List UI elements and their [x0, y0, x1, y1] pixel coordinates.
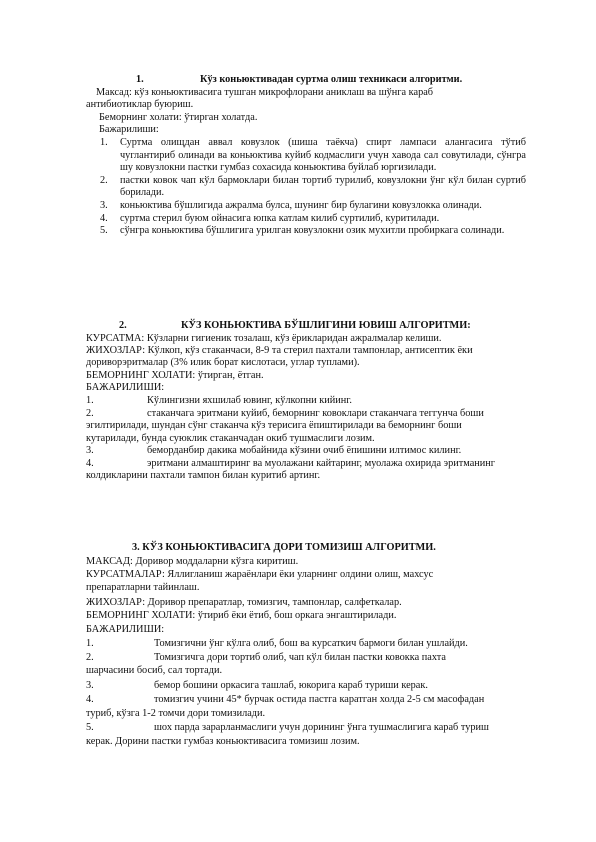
section-2-step-1-number: 1.	[86, 395, 94, 406]
section-2-step-2-cont: эгилтирилади, шундан сўнг стаканча кўз терисига ёпиштирилади ва беморнинг боши	[86, 420, 462, 431]
section-3-step-1: Томизгични ўнг кўлга олиб, бош ва курсаткич бармоги билан ушлайди.	[154, 638, 468, 649]
section-3-step-2: Томизгичга дори тортиб олиб, чап кўл билан пастки ковокка пахта	[154, 652, 446, 663]
section-2-step-1: Кўлингизни яхшилаб ювинг, кўлкопни кийинг.	[147, 395, 352, 406]
section-1-patient-state: Беморнинг холати: ўтирган холатда.	[99, 112, 258, 123]
list-item: 2. пастки ковок чап кўл бармоклари билан тортиб турилиб, ковузлокни ўнг кўл билан суртиб борилади.	[100, 174, 526, 199]
section-2-indication: КУРСАТМА: Кўзларни гигиеник тозалаш, кўз ёрикларидан ажралмалар келиши.	[86, 333, 442, 344]
section-3-goal: МАКСАД: Доривор моддаларни кўзга киритиш.	[86, 556, 299, 567]
section-1-steps	[100, 137, 526, 238]
section-2-step-3: беморданбир дакика мобайнида кўзини очиб ёпишини илтимос килинг.	[147, 445, 462, 456]
section-3-step-3-number: 3.	[86, 680, 94, 691]
section-2-step-4: эритмани алмаштиринг ва муолажани кайтаринг, муолажа охирида эритманинг	[147, 458, 496, 469]
section-3-step-4-number: 4.	[86, 694, 94, 705]
section-2-step-4-number: 4.	[86, 458, 94, 469]
section-3-step-3: бемор бошини оркасига ташлаб, юкорига караб туриши керак.	[154, 680, 428, 691]
section-2-step-3-number: 3.	[86, 445, 94, 456]
section-3-title: 3. КЎЗ КОНЬЮКТИВАСИГА ДОРИ ТОМИЗИШ АЛГОРИТМИ.	[132, 542, 436, 553]
list-item: 1. Суртма олищдан аввал ковузлок (шиша таёкча) спирт лампаси алангасига тўтиб чуглантириб олинади ва коньюктива куйиб кодмаслиги учун хавода сал совутилади, сўнгра шу ковузлокни пастки гумбаз сохасида коньюктива буйлаб юргизилади.	[100, 137, 526, 174]
section-2-step-2-cont2: кутарилади, бунда суюклик стаканчадан окиб тушмаслиги лозим.	[86, 433, 375, 444]
section-2-patient-state: БЕМОРНИНГ ХОЛАТИ: ўтирган, ётган.	[86, 370, 264, 381]
section-3-step-5-number: 5.	[86, 722, 94, 733]
list-item: 4. суртма стерил буюм ойнасига юпка катлам килиб суртилиб, куритилади.	[100, 212, 440, 224]
section-3-indication: КУРСАТМАЛАР: Яллигланиш жараёнлари ёки уларнинг олдини олиш, махсус	[86, 569, 434, 580]
list-item: 5. сўнгра коньюктива бўшлигига урилган ковузлокни озик мухитли пробиркага солинади.	[100, 225, 505, 237]
section-3-step-5-cont: керак. Дорини пастки гумбаз коньюктивасига томизиш лозим.	[86, 736, 360, 747]
section-3-exec-heading: БАЖАРИЛИШИ:	[86, 624, 165, 635]
section-3-step-2-number: 2.	[86, 652, 94, 663]
section-2-exec-heading: БАЖАРИЛИШИ:	[86, 382, 165, 393]
section-1-title: Кўз коньюктивадан суртма олиш техникаси алгоритми.	[200, 74, 463, 85]
section-3-step-5: шох парда зарарланмаслиги учун дорининг ўнга тушмаслигига караб туриш	[154, 722, 489, 733]
section-1-goal: Максад: кўз коньюктивасига тушган микрофлорани аниклаш ва шўнга караб	[96, 87, 434, 98]
section-3-step-1-number: 1.	[86, 638, 94, 649]
section-2-title: КЎЗ КОНЬЮКТИВА БЎШЛИГИНИ ЮВИШ АЛГОРИТМИ:	[181, 320, 471, 331]
section-2-step-2: стаканчага эритмани куйиб, беморнинг ковоклари стаканчага теггунча боши	[147, 408, 484, 419]
section-1-exec-heading: Бажарилиши:	[99, 124, 159, 135]
section-2-step-2-number: 2.	[86, 408, 94, 419]
section-3-patient-state: БЕМОРНИНГ ХОЛАТИ: ўтириб ёки ётиб, бош оркага энгаштирилади.	[86, 610, 397, 621]
section-2-equipment: ЖИХОЗЛАР: Кўлкоп, кўз стаканчаси, 8-9 та стерил пахтали тампонлар, антисептик ёки	[86, 345, 473, 356]
section-1-number: 1.	[136, 74, 144, 85]
section-1-goal-cont: антибиотиклар буюриш.	[86, 99, 194, 110]
section-2-number: 2.	[119, 320, 127, 331]
list-item: 3. коньюктива бўшлигида ажралма булса, шунинг бир булагини ковузлокка олинади.	[100, 199, 482, 211]
section-3-equipment: ЖИХОЗЛАР: Доривор препаратлар, томизгич, тампонлар, салфеткалар.	[86, 597, 402, 608]
section-3-indication-cont: препаратларни тайинлаш.	[86, 582, 200, 593]
section-3-step-4-cont: туриб, кўзга 1-2 томчи дори томизилади.	[86, 708, 266, 719]
section-3-step-2-cont: шарчасини босиб, сал тортади.	[86, 665, 223, 676]
section-2-equipment-cont: дориворэритмалар (3% илик борат кислотаси, углар туплами).	[86, 357, 360, 368]
section-3-step-4: томизгич учини 45* бурчак остида пастга каратган холда 2-5 см масофадан	[154, 694, 485, 705]
section-2-step-4-cont: колдикларини пахтали тампон билан куритиб артинг.	[86, 470, 321, 481]
